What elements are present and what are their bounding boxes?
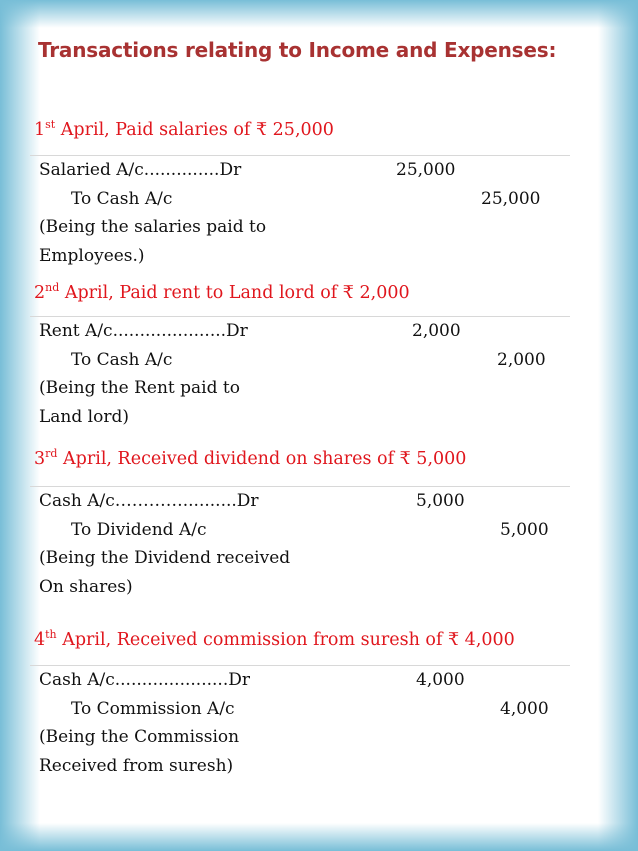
debit-amount: 25,000 [396, 160, 456, 180]
narration-line: Received from suresh) [39, 756, 234, 777]
transaction-heading [34, 447, 466, 469]
narration-line: Land lord) [39, 407, 129, 428]
debit-amount: 5,000 [416, 491, 465, 511]
narration-line: (Being the Dividend received [39, 548, 291, 569]
transaction-heading [34, 281, 410, 303]
credit-account: To Cash A/c [71, 188, 173, 209]
debit-account: Rent A/c.....................Dr [39, 321, 248, 341]
date-suffix: nd [45, 281, 60, 294]
credit-amount: 2,000 [497, 349, 546, 370]
date-day: 3 [34, 449, 46, 469]
journal-entry [30, 155, 570, 271]
journal-entry [30, 665, 570, 781]
debit-amount: 2,000 [412, 321, 461, 341]
narration-line: Employees.) [39, 246, 145, 267]
date-day: 4 [34, 630, 46, 650]
debit-account: Cash A/c…………..........Dr [39, 491, 259, 511]
narration-line: On shares) [39, 577, 133, 598]
debit-account: Salaried A/c..............Dr [39, 160, 242, 180]
credit-amount: 4,000 [500, 698, 549, 719]
date-day: 1 [34, 120, 46, 140]
slide-title: Transactions relating to Income and Expenses: [38, 38, 557, 62]
heading-text: April, Paid rent to Land lord of ₹ 2,000 [59, 283, 410, 303]
date-suffix: rd [45, 447, 58, 460]
debit-account: Cash A/c.....................Dr [39, 670, 250, 690]
heading-text: April, Paid salaries of ₹ 25,000 [55, 120, 334, 140]
credit-amount: 5,000 [500, 519, 549, 540]
narration-line: (Being the Commission [39, 727, 240, 748]
heading-text: April, Received dividend on shares of ₹ 5,000 [57, 449, 467, 469]
date-suffix: st [45, 118, 56, 131]
date-suffix: th [45, 628, 57, 641]
credit-account: To Dividend A/c [71, 519, 207, 540]
journal-entry [30, 316, 570, 432]
journal-entry [30, 486, 570, 602]
narration-line: (Being the Rent paid to [39, 378, 240, 399]
narration-line: (Being the salaries paid to [39, 217, 267, 238]
debit-amount: 4,000 [416, 670, 465, 690]
credit-account: To Commission A/c [71, 698, 235, 719]
credit-account: To Cash A/c [71, 349, 173, 370]
credit-amount: 25,000 [481, 188, 541, 209]
heading-text: April, Received commission from suresh of ₹ 4,000 [56, 630, 515, 650]
transaction-heading [34, 118, 334, 140]
date-day: 2 [34, 283, 46, 303]
transaction-heading [34, 628, 515, 650]
